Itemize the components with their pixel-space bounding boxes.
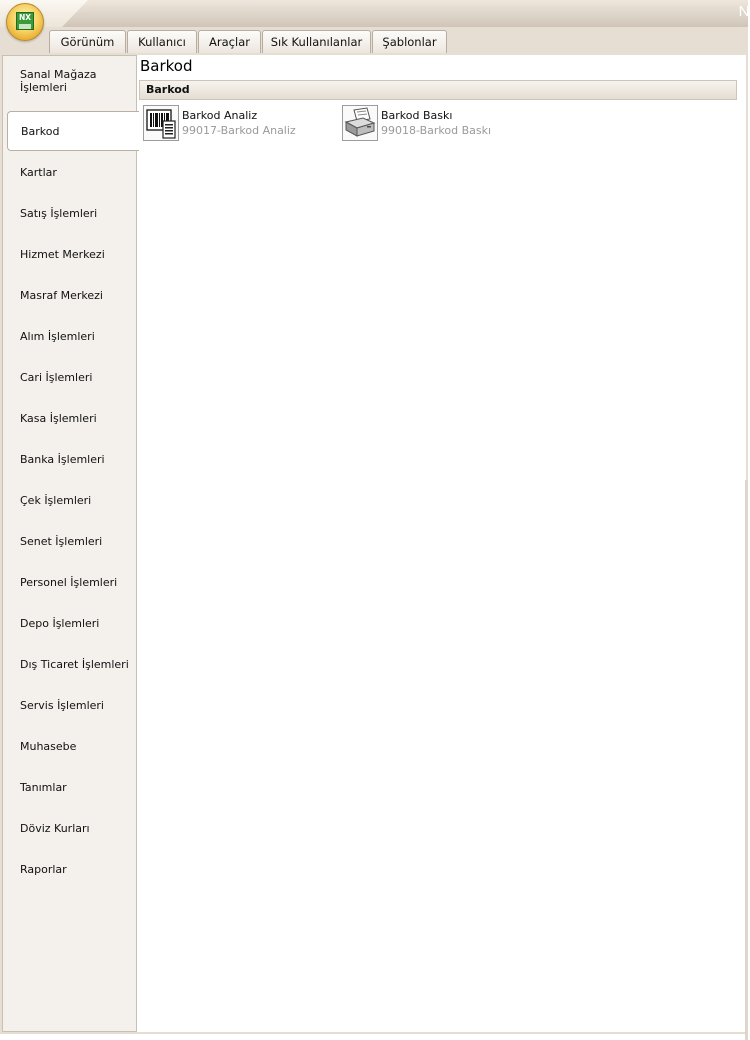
sidebar-item-label: Alım İşlemleri xyxy=(20,329,95,343)
logo-text: NX xyxy=(18,13,32,22)
sidebar-item-kasa[interactable] xyxy=(3,398,137,438)
sidebar-item-label: Sanal Mağaza İşlemleri xyxy=(20,68,97,94)
barcode-icon xyxy=(143,105,179,141)
sidebar-item-depo[interactable] xyxy=(3,603,137,643)
sidebar-item-label: Satış İşlemleri xyxy=(20,206,98,220)
sidebar-item-doviz-kurlari[interactable] xyxy=(3,808,137,848)
tab-sik-kullanilanlar[interactable]: Sık Kullanılanlar xyxy=(262,30,371,53)
sidebar-item-label: Kartlar xyxy=(20,165,57,179)
tab-araclar[interactable]: Araçlar xyxy=(198,30,261,53)
sidebar-item-label: Barkod xyxy=(21,124,60,138)
sidebar-item-masraf-merkezi[interactable] xyxy=(3,275,137,315)
sidebar-item-label: Banka İşlemleri xyxy=(20,452,105,466)
tab-kullanici[interactable]: Kullanıcı xyxy=(127,30,197,53)
sidebar-item-barkod[interactable] xyxy=(7,111,139,151)
main-content xyxy=(136,55,746,1032)
application-menu-button[interactable] xyxy=(6,3,44,41)
sidebar-item-label: Cari İşlemleri xyxy=(20,370,93,384)
module-label: Barkod Analiz xyxy=(182,109,258,122)
sidebar-item-muhasebe[interactable] xyxy=(3,726,137,766)
sidebar-item-senet[interactable] xyxy=(3,521,137,561)
sidebar-item-label: Senet İşlemleri xyxy=(20,534,103,548)
page-title: Barkod xyxy=(140,57,193,75)
sidebar-item-sanal-magaza[interactable] xyxy=(3,61,137,101)
tab-gorunum[interactable]: Görünüm xyxy=(49,30,126,53)
module-label: Barkod Baskı xyxy=(381,109,453,122)
sidebar-item-label: Masraf Merkezi xyxy=(20,288,103,302)
window-title: N xyxy=(738,3,750,20)
sidebar-item-label: Kasa İşlemleri xyxy=(20,411,97,425)
ribbon-tab-bar xyxy=(0,27,748,53)
sidebar-item-personel[interactable] xyxy=(3,562,137,602)
sidebar-item-servis[interactable] xyxy=(3,685,137,725)
module-code: 99017-Barkod Analiz xyxy=(182,124,296,137)
sidebar-item-label: Dış Ticaret İşlemleri xyxy=(20,657,129,671)
sidebar-item-kartlar[interactable] xyxy=(3,152,137,192)
title-bar xyxy=(0,0,748,27)
module-code: 99018-Barkod Baskı xyxy=(381,124,492,137)
sidebar-item-label: Hizmet Merkezi xyxy=(20,247,105,261)
sidebar-item-label: Personel İşlemleri xyxy=(20,575,118,589)
sidebar-item-label: Çek İşlemleri xyxy=(20,493,92,507)
sidebar-item-banka[interactable] xyxy=(3,439,137,479)
sidebar-item-label: Servis İşlemleri xyxy=(20,698,104,712)
printer-icon xyxy=(342,105,378,141)
sidebar-item-raporlar[interactable] xyxy=(3,849,137,889)
sidebar-item-label: Depo İşlemleri xyxy=(20,616,100,630)
sidebar-item-cek[interactable] xyxy=(3,480,137,520)
module-sidebar xyxy=(2,55,137,1032)
scrollbar-edge[interactable] xyxy=(745,480,748,1040)
sidebar-item-satis[interactable] xyxy=(3,193,137,233)
sidebar-item-dis-ticaret[interactable] xyxy=(3,644,137,684)
group-header: Barkod xyxy=(139,80,737,100)
sidebar-item-label: Döviz Kurları xyxy=(20,821,90,835)
tab-sablonlar[interactable]: Şablonlar xyxy=(372,30,447,53)
sidebar-item-cari[interactable] xyxy=(3,357,137,397)
nx-logo-icon xyxy=(16,12,34,30)
sidebar-item-tanimlar[interactable] xyxy=(3,767,137,807)
sidebar-item-label: Tanımlar xyxy=(20,780,67,794)
sidebar-item-label: Raporlar xyxy=(20,862,67,876)
module-barkod-baski[interactable] xyxy=(342,105,532,141)
sidebar-item-alim[interactable] xyxy=(3,316,137,356)
module-barkod-analiz[interactable] xyxy=(143,105,333,141)
sidebar-item-label: Muhasebe xyxy=(20,739,77,753)
sidebar-item-hizmet-merkezi[interactable] xyxy=(3,234,137,274)
